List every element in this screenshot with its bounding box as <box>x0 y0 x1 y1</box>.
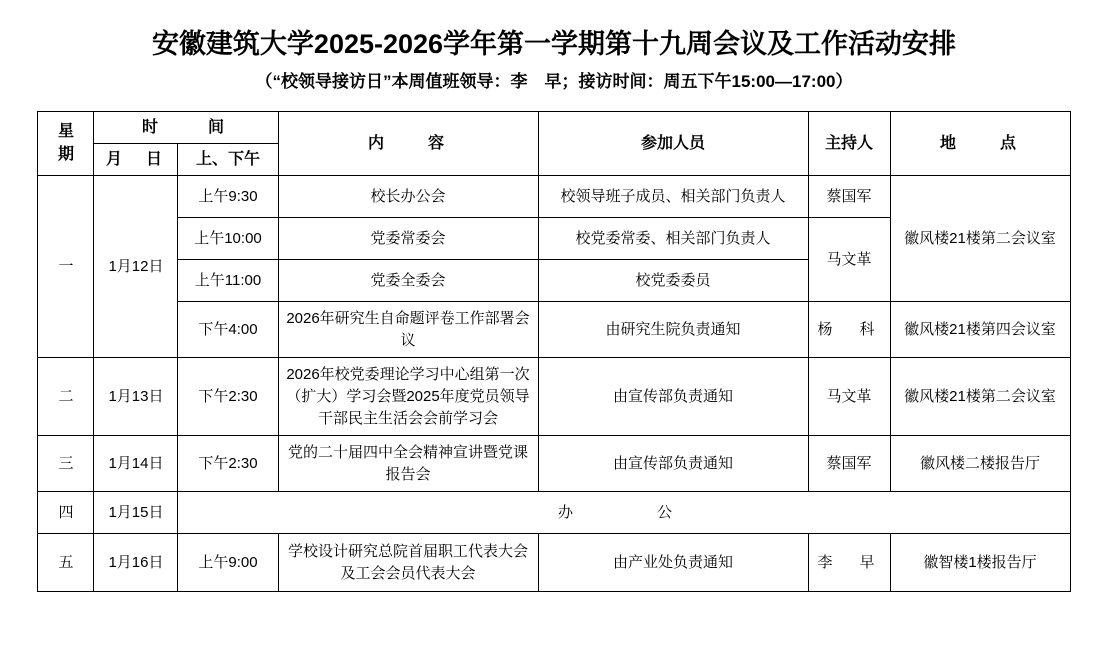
cell-ampm: 上午9:00 <box>178 534 278 592</box>
cell-place: 徽风楼21楼第二会议室 <box>890 176 1070 302</box>
cell-content: 党的二十届四中全会精神宣讲暨党课报告会 <box>278 436 538 492</box>
cell-ampm: 上午10:00 <box>178 218 278 260</box>
schedule-table <box>37 111 1070 592</box>
cell-participants: 由宣传部负责通知 <box>538 436 808 492</box>
cell-date: 1月12日 <box>94 176 178 358</box>
cell-date: 1月14日 <box>94 436 178 492</box>
cell-week: 四 <box>38 492 94 534</box>
cell-host: 蔡国军 <box>808 176 890 218</box>
cell-content: 校长办公会 <box>278 176 538 218</box>
document-page <box>0 28 1108 668</box>
cell-content: 2026年研究生自命题评卷工作部署会议 <box>278 302 538 358</box>
cell-place: 徽智楼1楼报告厅 <box>890 534 1070 592</box>
cell-host: 蔡国军 <box>808 436 890 492</box>
table-row <box>38 534 1070 592</box>
table-row <box>38 492 1070 534</box>
cell-date: 1月13日 <box>94 358 178 436</box>
header-date: 月 日 <box>94 143 178 175</box>
cell-place: 徽风楼21楼第二会议室 <box>890 358 1070 436</box>
header-place: 地 点 <box>890 111 1070 175</box>
cell-date: 1月16日 <box>94 534 178 592</box>
table-row <box>38 176 1070 218</box>
table-row <box>38 436 1070 492</box>
cell-ampm: 下午4:00 <box>178 302 278 358</box>
cell-content: 2026年校党委理论学习中心组第一次（扩大）学习会暨2025年度党员领导干部民主生活会会前学习会 <box>278 358 538 436</box>
header-time-group: 时 间 <box>94 111 278 143</box>
cell-participants: 校领导班子成员、相关部门负责人 <box>538 176 808 218</box>
cell-host: 马文革 <box>808 218 890 302</box>
table-row <box>38 302 1070 358</box>
cell-week: 五 <box>38 534 94 592</box>
page-title: 安徽建筑大学2025-2026学年第一学期第十九周会议及工作活动安排 <box>151 29 957 59</box>
header-week-line1: 星 <box>57 123 74 141</box>
table-row <box>38 358 1070 436</box>
cell-week: 二 <box>38 358 94 436</box>
cell-ampm: 下午2:30 <box>178 358 278 436</box>
header-week <box>38 111 94 175</box>
header-week-line2: 期 <box>57 146 74 164</box>
cell-office-note: 办 公 <box>178 492 1070 534</box>
cell-ampm: 下午2:30 <box>178 436 278 492</box>
page-subtitle: （“校领导接访日”本周值班领导：李 早；接访时间：周五下午15:00—17:00） <box>255 72 853 92</box>
header-participants: 参加人员 <box>538 111 808 175</box>
cell-participants: 校党委委员 <box>538 260 808 302</box>
cell-ampm: 上午9:30 <box>178 176 278 218</box>
cell-date: 1月15日 <box>94 492 178 534</box>
cell-week: 三 <box>38 436 94 492</box>
cell-host: 马文革 <box>808 358 890 436</box>
cell-place: 徽风楼二楼报告厅 <box>890 436 1070 492</box>
cell-content: 学校设计研究总院首届职工代表大会及工会会员代表大会 <box>278 534 538 592</box>
cell-participants: 由宣传部负责通知 <box>538 358 808 436</box>
cell-participants: 由产业处负责通知 <box>538 534 808 592</box>
header-host: 主持人 <box>808 111 890 175</box>
cell-week: 一 <box>38 176 94 358</box>
cell-place: 徽风楼21楼第四会议室 <box>890 302 1070 358</box>
cell-host: 杨 科 <box>808 302 890 358</box>
header-content: 内 容 <box>278 111 538 175</box>
table-header-row-1 <box>38 111 1070 143</box>
header-ampm: 上、下午 <box>178 143 278 175</box>
cell-content: 党委常委会 <box>278 218 538 260</box>
cell-host: 李 早 <box>808 534 890 592</box>
cell-participants: 校党委常委、相关部门负责人 <box>538 218 808 260</box>
cell-participants: 由研究生院负责通知 <box>538 302 808 358</box>
cell-content: 党委全委会 <box>278 260 538 302</box>
cell-ampm: 上午11:00 <box>178 260 278 302</box>
